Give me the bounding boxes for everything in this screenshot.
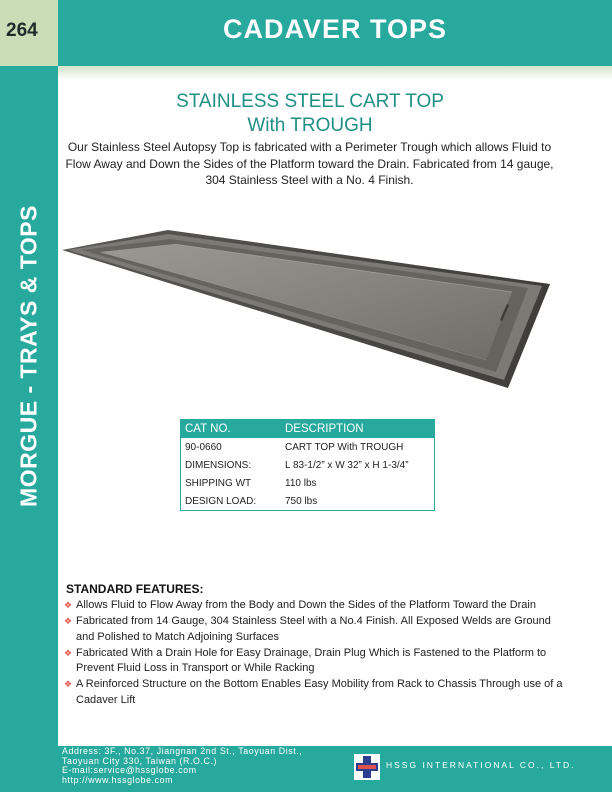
email-link[interactable]: E-mail:service@hssglobe.com xyxy=(62,765,197,776)
table-cell: L 83-1/2” x W 32” x H 1-3/4” xyxy=(285,459,409,471)
company-name: HSSG INTERNATIONAL CO., LTD. xyxy=(386,760,576,770)
table-cell: 90-0660 xyxy=(185,441,222,453)
list-item xyxy=(64,677,564,708)
table-cell: DIMENSIONS: xyxy=(185,459,252,471)
page-number: 264 xyxy=(6,20,38,41)
product-title xyxy=(110,90,510,138)
features-title: STANDARD FEATURES: xyxy=(66,582,204,596)
page-number-box xyxy=(0,0,58,66)
feature-text: A Reinforced Structure on the Bottom Enables Easy Mobility from Rack to Chassis Through use of a Cadaver Lift xyxy=(76,678,563,706)
diamond-bullet-icon: ❖ xyxy=(64,647,73,658)
features-list xyxy=(64,598,564,709)
list-item xyxy=(64,598,564,614)
header-shadow xyxy=(58,66,612,80)
section-sidebar xyxy=(0,66,58,746)
table-row xyxy=(181,438,434,456)
footer-address-block xyxy=(62,747,302,785)
list-item xyxy=(64,646,564,677)
table-cell: 110 lbs xyxy=(285,477,317,489)
table-cell: 750 lbs xyxy=(285,495,318,507)
spec-table xyxy=(180,419,435,511)
header-band xyxy=(58,0,612,66)
address-line2: Taoyuan City 330, Taiwan (R.O.C.) xyxy=(62,755,218,766)
product-image xyxy=(60,228,550,388)
hssg-logo-icon xyxy=(354,754,380,780)
table-row xyxy=(181,456,434,474)
address-line1: Address: 3F., No.37, Jiangnan 2nd St., Taoyuan Dist., xyxy=(62,746,303,756)
product-description: Our Stainless Steel Autopsy Top is fabricated with a Perimeter Trough which allows Fluid to Flow Away and Down the Sides of the Platform toward the Drain. Fabricated from 14 gauge, 304 Stainless Steel with a No. 4 Finish. xyxy=(65,140,554,187)
header-cat-no: CAT NO. xyxy=(185,423,231,435)
list-item xyxy=(64,614,564,645)
table-row xyxy=(181,492,434,510)
diamond-bullet-icon: ❖ xyxy=(64,616,73,626)
table-cell: SHIPPING WT xyxy=(185,477,252,489)
table-row xyxy=(181,474,434,492)
footer xyxy=(0,746,612,792)
section-label: MORGUE - TRAYS & TOPS xyxy=(15,205,42,507)
table-cell: CART TOP With TROUGH xyxy=(285,441,404,453)
page-title: CADAVER TOPS xyxy=(222,14,448,44)
header-description: DESCRIPTION xyxy=(285,423,364,435)
spec-table-header xyxy=(181,420,434,438)
website-link[interactable]: http://www.hssglobe.com xyxy=(62,774,174,785)
table-cell: DESIGN LOAD: xyxy=(185,495,257,507)
product-title-line1: STAINLESS STEEL CART TOP xyxy=(176,91,444,112)
diamond-bullet-icon: ❖ xyxy=(64,679,73,689)
product-title-line2: With TROUGH xyxy=(247,115,373,136)
feature-text: Fabricated With a Drain Hole for Easy Drainage, Drain Plug Which is Fastened to the Platform to Prevent Fluid Loss in Transport or While Racking xyxy=(76,646,547,674)
diamond-bullet-icon: ❖ xyxy=(64,600,73,610)
feature-text: Fabricated from 14 Gauge, 304 Stainless Steel with a No.4 Finish. All Exposed Welds are Ground and Polished to Match Adjoining Surfaces xyxy=(76,615,551,643)
feature-text: Allows Fluid to Flow Away from the Body and Down the Sides of the Platform Toward the Drain xyxy=(76,599,536,611)
